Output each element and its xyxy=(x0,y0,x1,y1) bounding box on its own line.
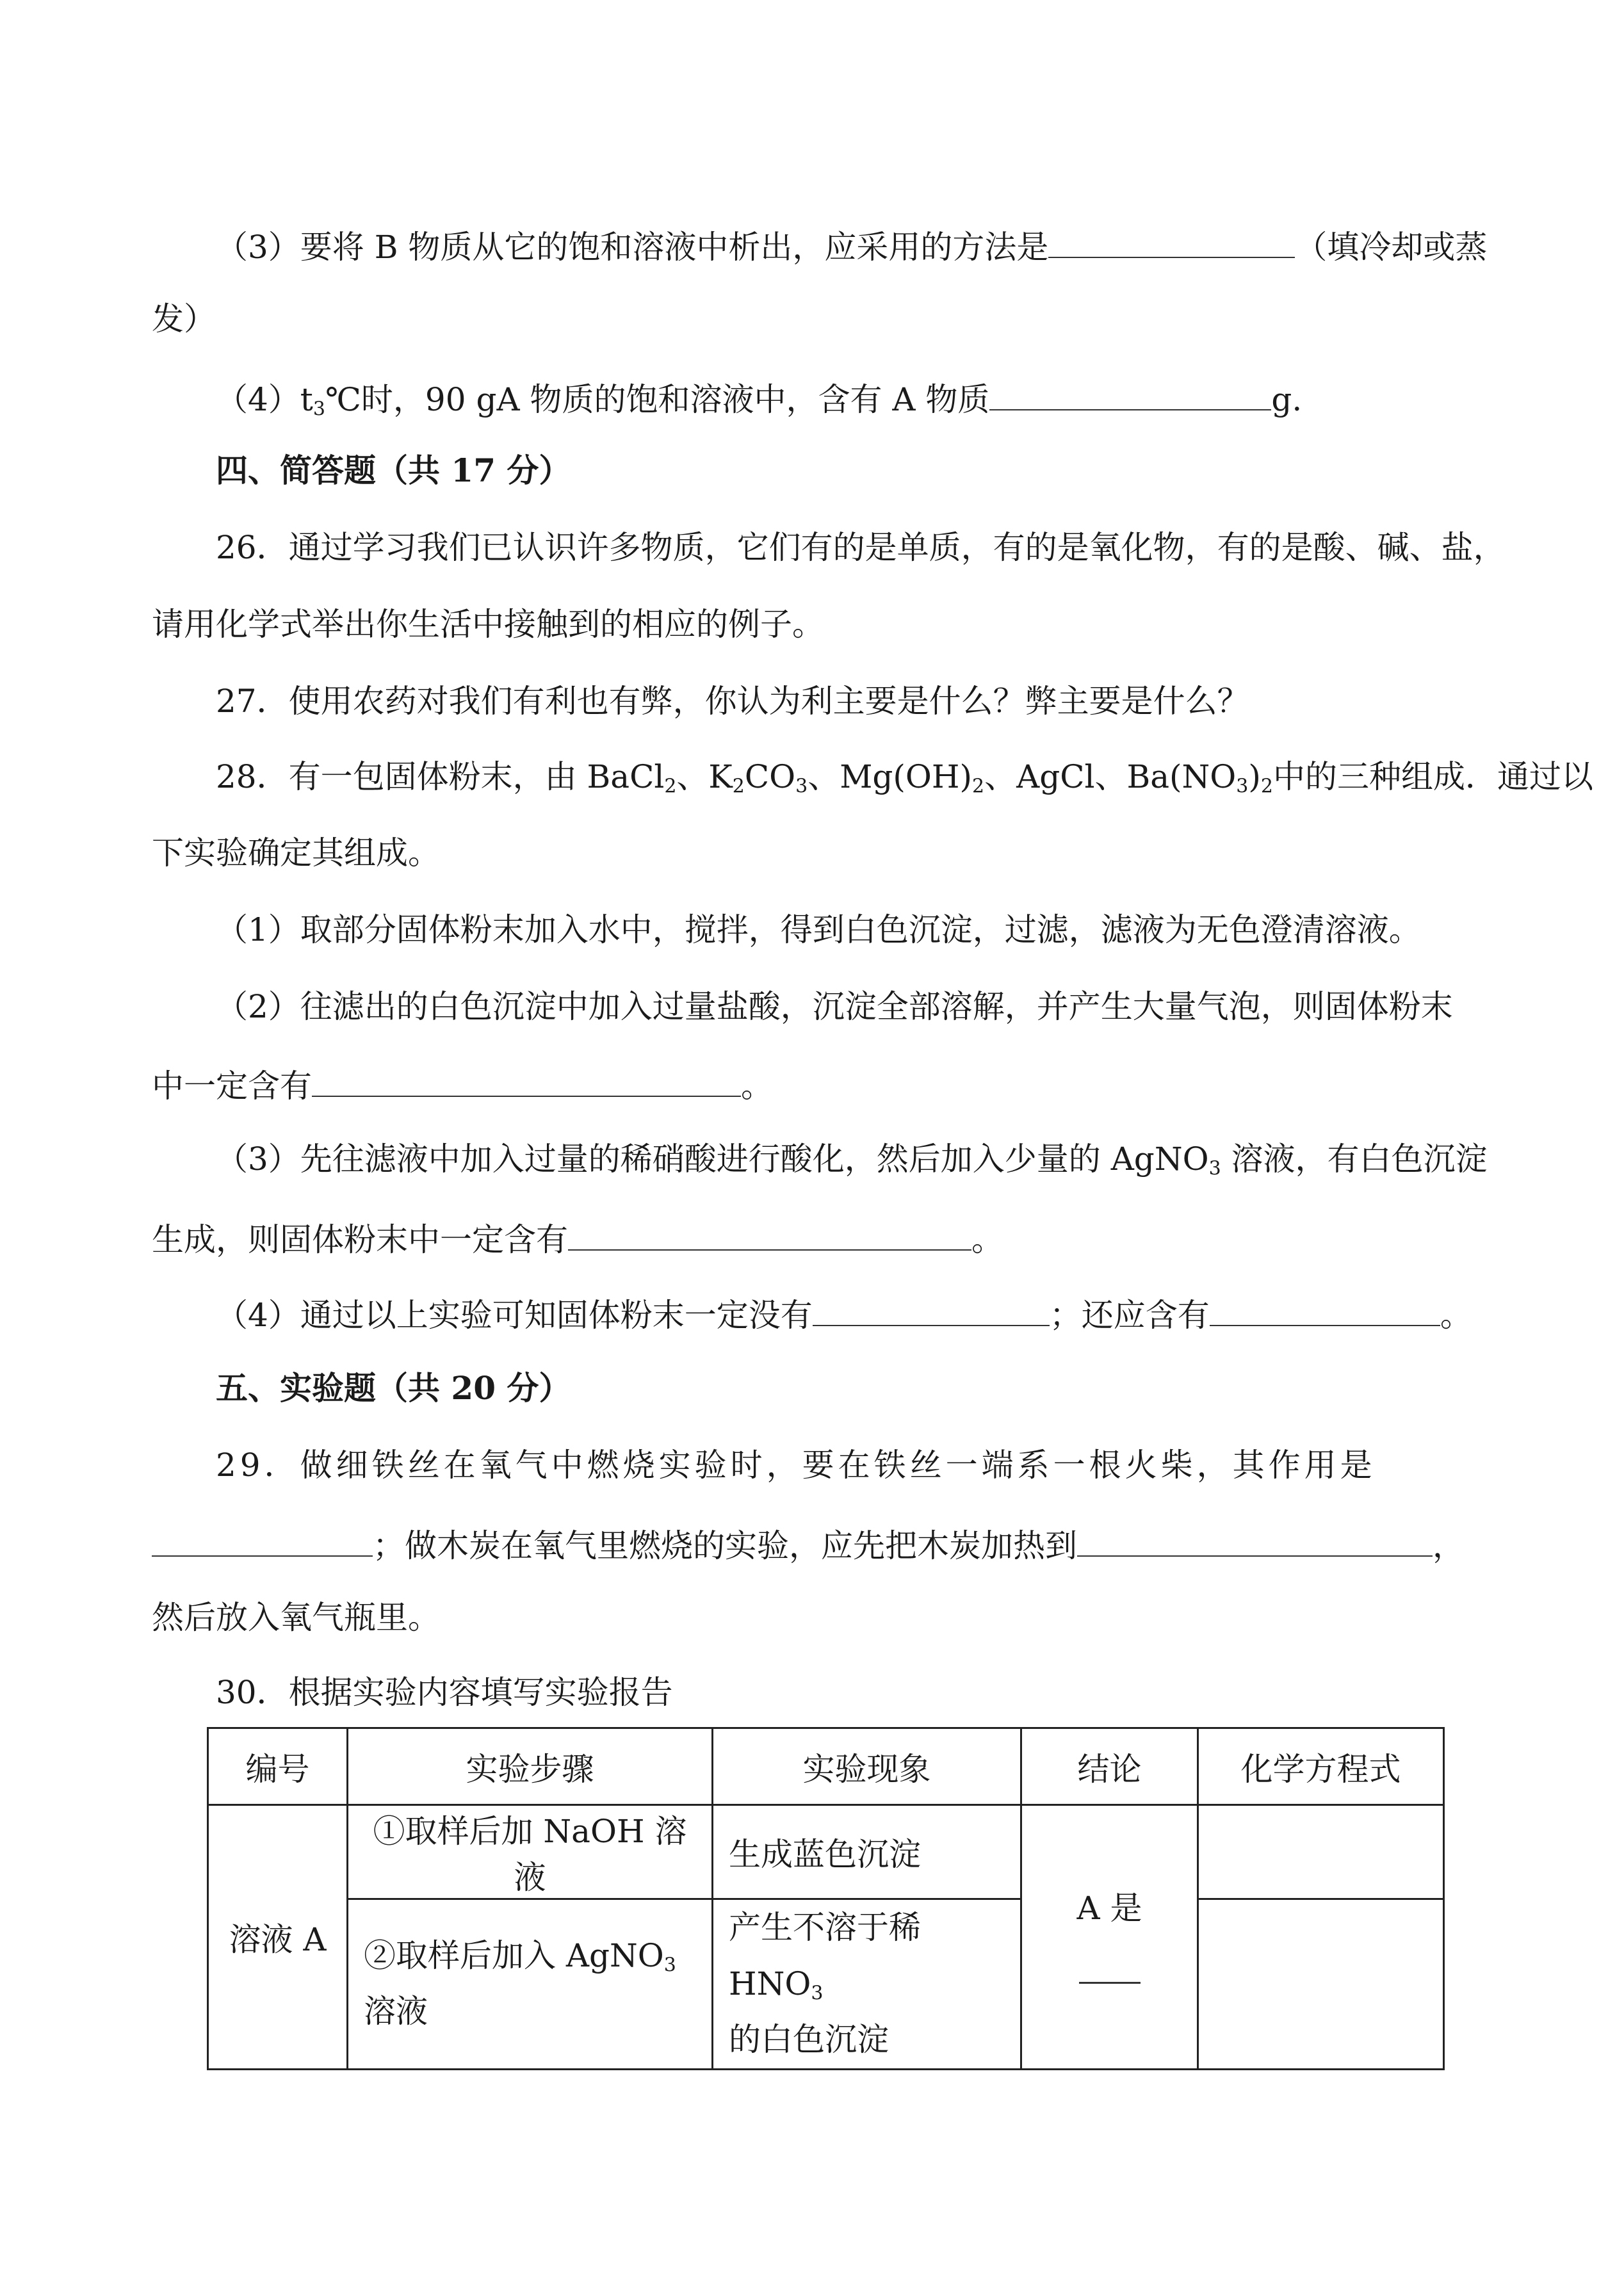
q27: 27．使用农药对我们有利也有弊，你认为利主要是什么？弊主要是什么？ xyxy=(216,683,1249,720)
q26-line2: 请用化学式举出你生活中接触到的相应的例子。 xyxy=(152,606,824,643)
q25-part3-line2: 发） xyxy=(152,300,216,337)
q28-line1: 28．有一包固体粉末，由 BaCl$_2$、$K_2CO_3$、$Mg(OH)_2$、AgCl、$Ba(NO_3)_2$中的三种组成．通过以 xyxy=(216,758,1593,798)
q29-line2: ；做木炭在氧气里燃烧的实验，应先把木炭加热到 ， xyxy=(152,1526,1465,1562)
header-conclusion: 结论 xyxy=(1021,1728,1198,1805)
step2-cell: ②取样后加入 AgNO$_3$ 溶液 xyxy=(348,1899,713,2070)
table-row xyxy=(208,1899,1444,2070)
equation1-cell[interactable] xyxy=(1198,1805,1444,1899)
answer-blank[interactable] xyxy=(152,1526,373,1557)
answer-blank[interactable] xyxy=(1210,1295,1440,1326)
obs2-cell: 产生不溶于稀 $HNO_3$ 的白色沉淀 xyxy=(713,1899,1021,2070)
q30-title: 30．根据实验内容填写实验报告 xyxy=(216,1674,673,1711)
header-equation: 化学方程式 xyxy=(1198,1728,1444,1805)
answer-blank[interactable] xyxy=(568,1220,971,1251)
experiment-report-table xyxy=(207,1727,1445,2070)
answer-blank[interactable] xyxy=(1077,1526,1433,1557)
q28-part3-line2: 生成，则固体粉末中一定含有 。 xyxy=(152,1221,1003,1258)
table-row xyxy=(208,1805,1444,1899)
q28-part4: （4）通过以上实验可知固体粉末一定没有 ；还应含有 。 xyxy=(216,1297,1472,1334)
q28-line2: 下实验确定其组成。 xyxy=(152,834,440,872)
q25-part3-line1: （3）要将 B 物质从它的饱和溶液中析出，应采用的方法是 （填冷却或蒸 xyxy=(216,229,1488,266)
q28-part2-line2: 中一定含有 。 xyxy=(152,1067,773,1105)
table-header-row xyxy=(208,1728,1444,1805)
obs1-cell: 生成蓝色沉淀 xyxy=(713,1805,1021,1899)
header-number: 编号 xyxy=(208,1728,348,1805)
q25-part4: $(4)t_3℃$时，90 gA 物质的饱和溶液中，含有 A 物质 g. xyxy=(216,381,1303,421)
answer-blank[interactable] xyxy=(1048,227,1295,258)
section-5-title: 五、实验题（共 20 分） xyxy=(216,1369,571,1407)
answer-blank[interactable] xyxy=(1079,1982,1141,1984)
answer-blank[interactable] xyxy=(813,1295,1050,1326)
step1-cell: ①取样后加 NaOH 溶液 xyxy=(348,1805,713,1899)
sample-cell: 溶液 A xyxy=(208,1805,348,2070)
q28-part2-line1: （2）往滤出的白色沉淀中加入过量盐酸，沉淀全部溶解，并产生大量气泡，则固体粉末 xyxy=(216,988,1453,1025)
conclusion-cell[interactable]: A 是 xyxy=(1021,1805,1198,2070)
header-steps: 实验步骤 xyxy=(348,1728,713,1805)
equation2-cell[interactable] xyxy=(1198,1899,1444,2070)
q28-part1: （1）取部分固体粉末加入水中，搅拌，得到白色沉淀，过滤，滤液为无色澄清溶液。 xyxy=(216,911,1421,948)
answer-blank[interactable] xyxy=(989,380,1271,410)
q26-line1: 26．通过学习我们已认识许多物质，它们有的是单质，有的是氧化物，有的是酸、碱、盐， xyxy=(216,529,1506,566)
header-phenomena: 实验现象 xyxy=(713,1728,1021,1805)
q29-line3: 然后放入氧气瓶里。 xyxy=(152,1599,440,1636)
answer-blank[interactable] xyxy=(312,1066,741,1097)
q28-part3-line1: （3）先往滤液中加入过量的稀硝酸进行酸化，然后加入少量的 AgNO$_3$ 溶液，有白色沉淀 xyxy=(216,1140,1488,1180)
section-4-title: 四、简答题（共 17 分） xyxy=(216,451,571,489)
q29-line1: 29．做细铁丝在氧气中燃烧实验时，要在铁丝一端系一根火柴，其作用是 xyxy=(216,1447,1376,1484)
